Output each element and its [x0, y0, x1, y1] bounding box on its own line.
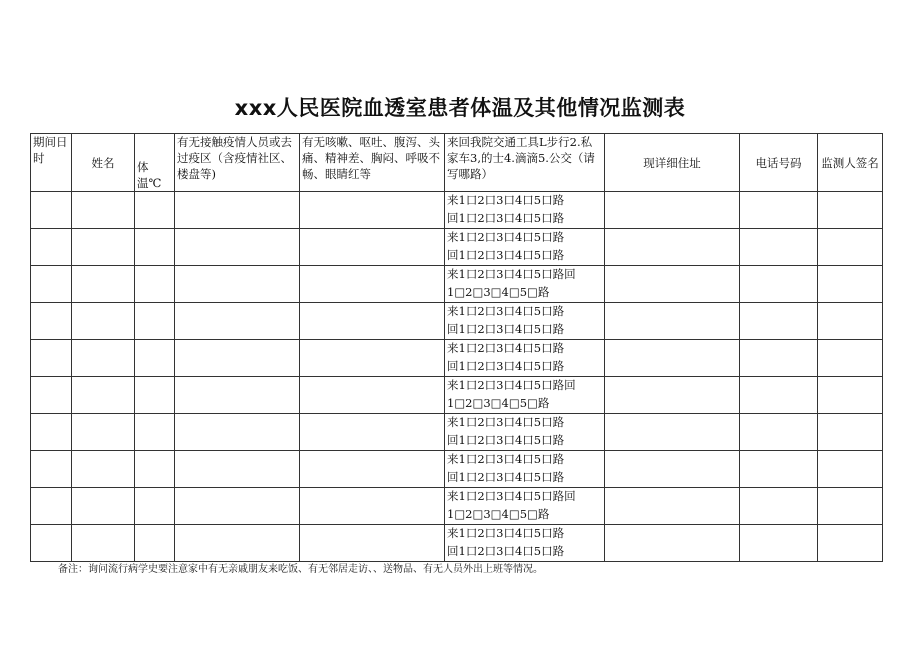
temperature-cell[interactable]: [135, 229, 175, 266]
address-cell[interactable]: [605, 229, 740, 266]
temperature-cell[interactable]: [135, 525, 175, 562]
period-cell[interactable]: [31, 414, 72, 451]
phone-cell[interactable]: [740, 525, 818, 562]
symptoms-cell[interactable]: [300, 377, 445, 414]
header-symptoms: 有无咳嗽、呕吐、腹泻、头痛、精神差、胸闷、呼吸不畅、眼睛红等: [300, 134, 445, 192]
phone-cell[interactable]: [740, 488, 818, 525]
symptoms-cell[interactable]: [300, 229, 445, 266]
period-cell[interactable]: [31, 303, 72, 340]
traffic-line-go: 来1口2口3口4口5口路回: [447, 267, 576, 281]
signature-cell[interactable]: [818, 377, 883, 414]
period-cell[interactable]: [31, 451, 72, 488]
phone-cell[interactable]: [740, 414, 818, 451]
temperature-cell[interactable]: [135, 340, 175, 377]
traffic-line-go: 来1口2口3口4口5口路: [447, 452, 565, 466]
traffic-line-return: 1□2□3□4□5□路: [447, 285, 550, 299]
contact-cell[interactable]: [175, 525, 300, 562]
traffic-line-return: 1□2□3□4□5□路: [447, 507, 550, 521]
temperature-cell[interactable]: [135, 377, 175, 414]
contact-cell[interactable]: [175, 451, 300, 488]
traffic-cell: [445, 488, 605, 525]
period-cell[interactable]: [31, 192, 72, 229]
name-cell[interactable]: [72, 266, 135, 303]
table-row: [31, 192, 883, 229]
footnote: 备注：询问流行病学史要注意家中有无亲戚朋友来吃饭、有无邻居走访、、送物品、有无人员外出上班等情况。: [58, 564, 543, 575]
temperature-cell[interactable]: [135, 414, 175, 451]
symptoms-cell[interactable]: [300, 192, 445, 229]
period-cell[interactable]: [31, 377, 72, 414]
header-contact: 有无接触疫情人员或去过疫区（含疫情社区、楼盘等): [175, 134, 300, 192]
name-cell[interactable]: [72, 414, 135, 451]
signature-cell[interactable]: [818, 451, 883, 488]
table-row: [31, 451, 883, 488]
traffic-line-return: 回1口2口3口4口5口路: [447, 433, 565, 447]
traffic-line-return: 回1口2口3口4口5口路: [447, 470, 565, 484]
header-address: 现详细住址: [605, 134, 740, 192]
phone-cell[interactable]: [740, 266, 818, 303]
traffic-cell: [445, 525, 605, 562]
address-cell[interactable]: [605, 266, 740, 303]
temperature-cell[interactable]: [135, 451, 175, 488]
name-cell[interactable]: [72, 488, 135, 525]
phone-cell[interactable]: [740, 229, 818, 266]
temperature-cell[interactable]: [135, 488, 175, 525]
address-cell[interactable]: [605, 192, 740, 229]
contact-cell[interactable]: [175, 266, 300, 303]
signature-cell[interactable]: [818, 303, 883, 340]
traffic-line-return: 1□2□3□4□5□路: [447, 396, 550, 410]
traffic-line-go: 来1口2口3口4口5口路: [447, 193, 565, 207]
name-cell[interactable]: [72, 340, 135, 377]
signature-cell[interactable]: [818, 340, 883, 377]
traffic-line-return: 回1口2口3口4口5口路: [447, 544, 565, 558]
phone-cell[interactable]: [740, 192, 818, 229]
name-cell[interactable]: [72, 451, 135, 488]
contact-cell[interactable]: [175, 414, 300, 451]
signature-cell[interactable]: [818, 525, 883, 562]
table-row: [31, 266, 883, 303]
symptoms-cell[interactable]: [300, 266, 445, 303]
signature-cell[interactable]: [818, 229, 883, 266]
table-row: [31, 340, 883, 377]
symptoms-cell[interactable]: [300, 303, 445, 340]
contact-cell[interactable]: [175, 340, 300, 377]
header-name: 姓名: [72, 134, 135, 192]
name-cell[interactable]: [72, 303, 135, 340]
table-row: [31, 303, 883, 340]
address-cell[interactable]: [605, 488, 740, 525]
contact-cell[interactable]: [175, 377, 300, 414]
symptoms-cell[interactable]: [300, 340, 445, 377]
traffic-cell: [445, 414, 605, 451]
traffic-line-return: 回1口2口3口4口5口路: [447, 322, 565, 336]
contact-cell[interactable]: [175, 192, 300, 229]
header-period: 期间日时: [31, 134, 72, 192]
address-cell[interactable]: [605, 451, 740, 488]
phone-cell[interactable]: [740, 303, 818, 340]
name-cell[interactable]: [72, 377, 135, 414]
name-cell[interactable]: [72, 229, 135, 266]
header-traffic: 来回我院交通工具L步行2.私家车3,的士4.滴滴5.公交（请写哪路）: [445, 134, 605, 192]
traffic-line-return: 回1口2口3口4口5口路: [447, 248, 565, 262]
phone-cell[interactable]: [740, 377, 818, 414]
address-cell[interactable]: [605, 525, 740, 562]
temperature-cell[interactable]: [135, 266, 175, 303]
period-cell[interactable]: [31, 525, 72, 562]
period-cell[interactable]: [31, 266, 72, 303]
traffic-line-return: 回1口2口3口4口5口路: [447, 211, 565, 225]
contact-cell[interactable]: [175, 229, 300, 266]
traffic-cell: [445, 377, 605, 414]
period-cell[interactable]: [31, 488, 72, 525]
name-cell[interactable]: [72, 525, 135, 562]
table-row: [31, 414, 883, 451]
symptoms-cell[interactable]: [300, 451, 445, 488]
header-phone: 电话号码: [740, 134, 818, 192]
table-row: [31, 488, 883, 525]
traffic-cell: [445, 266, 605, 303]
signature-cell[interactable]: [818, 488, 883, 525]
traffic-cell: [445, 340, 605, 377]
header-signature: 监测人签名: [818, 134, 883, 192]
phone-cell[interactable]: [740, 451, 818, 488]
address-cell[interactable]: [605, 414, 740, 451]
symptoms-cell[interactable]: [300, 488, 445, 525]
traffic-cell: [445, 229, 605, 266]
address-cell[interactable]: [605, 377, 740, 414]
traffic-line-go: 来1口2口3口4口5口路回: [447, 378, 576, 392]
contact-cell[interactable]: [175, 303, 300, 340]
symptoms-cell[interactable]: [300, 414, 445, 451]
table-row: [31, 525, 883, 562]
traffic-line-go: 来1口2口3口4口5口路: [447, 526, 565, 540]
signature-cell[interactable]: [818, 192, 883, 229]
traffic-cell: [445, 451, 605, 488]
table-row: [31, 377, 883, 414]
address-cell[interactable]: [605, 340, 740, 377]
signature-cell[interactable]: [818, 266, 883, 303]
traffic-line-return: 回1口2口3口4口5口路: [447, 359, 565, 373]
traffic-cell: [445, 192, 605, 229]
traffic-line-go: 来1口2口3口4口5口路: [447, 230, 565, 244]
symptoms-cell[interactable]: [300, 525, 445, 562]
signature-cell[interactable]: [818, 414, 883, 451]
temperature-cell[interactable]: [135, 303, 175, 340]
traffic-line-go: 来1口2口3口4口5口路回: [447, 489, 576, 503]
period-cell[interactable]: [31, 229, 72, 266]
traffic-line-go: 来1口2口3口4口5口路: [447, 304, 565, 318]
traffic-line-go: 来1口2口3口4口5口路: [447, 341, 565, 355]
name-cell[interactable]: [72, 192, 135, 229]
traffic-cell: [445, 303, 605, 340]
temperature-cell[interactable]: [135, 192, 175, 229]
contact-cell[interactable]: [175, 488, 300, 525]
traffic-line-go: 来1口2口3口4口5口路: [447, 415, 565, 429]
phone-cell[interactable]: [740, 340, 818, 377]
period-cell[interactable]: [31, 340, 72, 377]
header-temperature: 体温℃: [135, 134, 175, 192]
table-row: [31, 229, 883, 266]
header-row: [31, 134, 883, 192]
address-cell[interactable]: [605, 303, 740, 340]
monitoring-table: [30, 133, 883, 562]
page-title: xxx人民医院血透室患者体温及其他情况监测表: [234, 96, 686, 120]
